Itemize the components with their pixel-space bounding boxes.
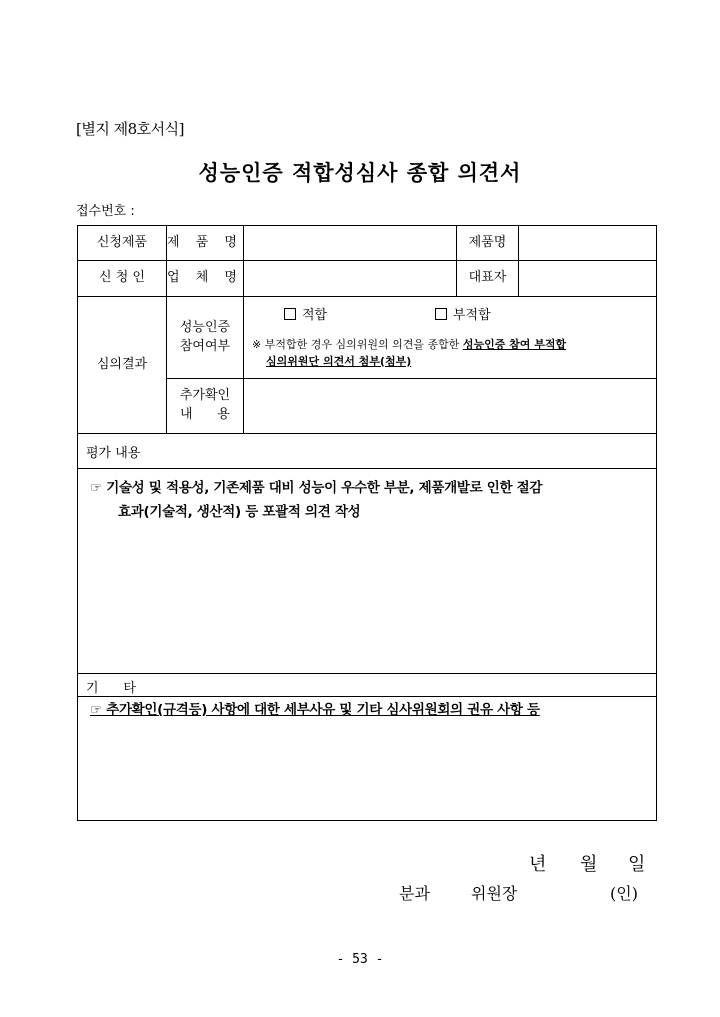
row-divider [78,696,656,697]
unfit-note-prefix: ※ 부적합한 경우 심의위원의 의견을 종합한 [252,338,463,351]
fit-label: 적합 [302,308,328,323]
row-divider [78,673,656,674]
date-month: 월 [580,854,598,875]
date-day: 일 [628,854,646,875]
unfit-note-underlined-2: 심의위원단 의견서 첨부(첨부) [266,354,412,368]
row-divider [78,468,656,469]
evaluation-content[interactable] [90,476,656,524]
product-name-right-field[interactable] [519,226,656,260]
participation-label-line2: 참여여부 [179,338,231,354]
dept-label: 분과 [399,884,430,903]
option-unfit[interactable] [435,304,491,323]
unfit-note [252,337,652,370]
unfit-label: 부적합 [453,308,491,323]
company-name-field[interactable] [244,261,456,296]
date-year: 년 [529,854,547,875]
other-content[interactable]: ☞ 추가확인(규격등) 사항에 대한 세부사유 및 기타 심사위원회의 권유 사항 등 [90,702,540,718]
product-name-right-label: 제품명 [468,234,507,250]
evaluation-line1: ☞ 기술성 및 적용성, 기존제품 대비 성능이 우수한 부분, 제품개발로 인한 절감 [90,480,543,496]
unfit-checkbox[interactable] [435,308,447,320]
company-name-label: 업 체 명 [167,270,243,286]
row-divider [78,433,656,434]
product-name-field[interactable] [244,226,456,260]
evaluation-line2: 효과(기술적, 생산적) 등 포괄적 의견 작성 [118,504,361,520]
other-label: 기 타 [86,681,136,696]
fit-checkbox[interactable] [284,308,296,320]
participation-label-line1: 성능인증 [179,319,231,335]
applied-product-label: 신청제품 [96,234,148,250]
seal-label: (인) [610,884,638,903]
page-title: 성능인증 적합성심사 종합 의견서 [198,160,522,185]
representative-label: 대표자 [468,270,507,286]
unfit-note-underlined-1: 성능인증 참여 부적합 [462,338,567,351]
extra-check-label-line2: 내 용 [180,407,230,422]
extra-check-field[interactable] [244,379,656,433]
product-name-label: 제 품 명 [167,234,243,250]
form-number-label: [별지 제8호서식] [76,120,184,138]
review-result-label: 심의결과 [96,356,148,372]
participation-label [167,297,243,378]
opinion-form-table [77,225,657,821]
extra-check-label-line1: 추가확인 [179,388,231,404]
representative-field[interactable] [519,261,656,296]
option-fit[interactable] [284,304,327,323]
applicant-label: 신 청 인 [99,270,145,286]
receipt-number-label: 접수번호 : [76,204,135,219]
evaluation-label: 평가 내용 [86,446,141,461]
page-number: - 53 - [336,952,384,967]
extra-check-label [167,379,243,433]
chair-label: 위원장 [471,884,518,903]
